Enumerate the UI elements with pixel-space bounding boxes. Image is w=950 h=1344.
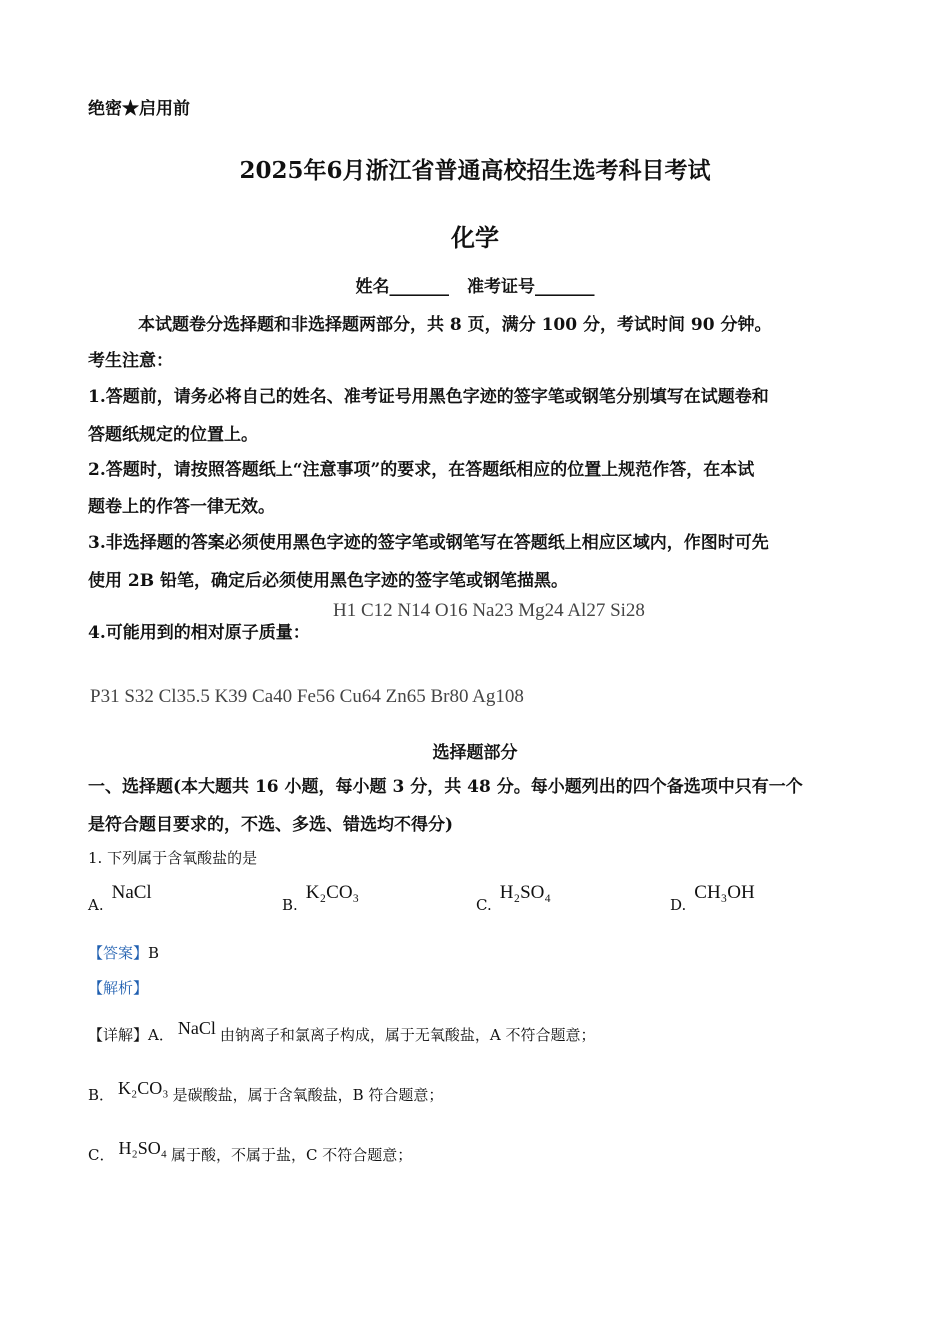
subject-title: 化学 — [451, 223, 499, 252]
detail-text: 属于酸，不属于盐，C 不符合题意； — [171, 1146, 413, 1164]
notice-heading: 考生注意： — [88, 351, 173, 371]
notice-line: 题卷上的作答一律无效。 — [88, 497, 275, 517]
notice-line: 1.答题前，请务必将自己的姓名、准考证号用黑色字迹的签字笔或钢笔分别填写在试题卷和 — [88, 387, 769, 407]
notice-line: 2.答题时，请按照答题纸上“注意事项”的要求，在答题纸相应的位置上规范作答，在本试 — [88, 460, 755, 480]
candidate-info-row — [0, 272, 950, 297]
detail-formula: NaCl — [177, 1018, 216, 1038]
question-stem: 1. 下列属于含氧酸盐的是 — [88, 849, 258, 867]
option-formula: NaCl — [111, 882, 152, 903]
secret-label: 绝密★启用前 — [88, 99, 190, 119]
option-b — [282, 882, 360, 914]
option-a — [88, 882, 152, 914]
option-label: A. — [88, 896, 104, 914]
detail-formula: K₂CO₃ — [118, 1078, 169, 1098]
option-formula: CH₃OH — [694, 882, 755, 903]
detail-formula: H₂SO₄ — [118, 1138, 168, 1158]
detail-row-a — [88, 1018, 596, 1045]
notice-line: 3.非选择题的答案必须使用黑色字迹的签字笔或钢笔写在答题纸上相应区域内，作图时可先 — [88, 533, 769, 553]
answer-tag: 【答案】 — [88, 944, 149, 962]
detail-tag: 【详解】 — [88, 1026, 149, 1044]
id-field-label: 准考证号_______ — [467, 277, 595, 297]
detail-row-c — [88, 1138, 413, 1165]
atomic-mass-label: 4.可能用到的相对原子质量： — [88, 623, 310, 643]
detail-label: A． — [148, 1026, 174, 1044]
option-c — [476, 882, 551, 914]
section-heading-line-2: 是符合题目要求的，不选、多选、错选均不得分) — [88, 815, 454, 835]
answer-row — [88, 942, 159, 963]
atomic-mass-line-1: H1 C12 N14 O16 Na23 Mg24 Al27 Si28 — [333, 600, 645, 621]
notice-line: 使用 2B 铅笔，确定后必须使用黑色字迹的签字笔或钢笔描黑。 — [88, 571, 569, 591]
option-label: C. — [476, 896, 492, 914]
option-d — [670, 882, 755, 914]
detail-label: C． — [88, 1146, 115, 1164]
section-heading-line-1: 一、选择题(本大题共 16 小题，每小题 3 分，共 48 分。每小题列出的四个备选项中只有一个 — [88, 777, 803, 797]
detail-label: B． — [88, 1086, 115, 1104]
detail-row-b — [88, 1078, 444, 1105]
analysis-tag: 【解析】 — [88, 979, 149, 997]
option-label: D. — [670, 896, 687, 914]
exam-intro: 本试题卷分选择题和非选择题两部分，共 8 页，满分 100 分，考试时间 90 分钟。 — [138, 315, 772, 335]
answer-value: B — [148, 944, 160, 962]
notice-line: 答题纸规定的位置上。 — [88, 425, 258, 445]
exam-title: 2025年6月浙江省普通高校招生选考科目考试 — [239, 157, 711, 184]
option-formula: K₂CO₃ — [305, 882, 360, 903]
part-title: 选择题部分 — [432, 743, 518, 763]
detail-text: 由钠离子和氯离子构成，属于无氧酸盐，A 不符合题意； — [219, 1026, 596, 1044]
detail-text: 是碳酸盐，属于含氧酸盐，B 符合题意； — [172, 1086, 444, 1104]
atomic-mass-line-2: P31 S32 Cl35.5 K39 Ca40 Fe56 Cu64 Zn65 Br80 Ag108 — [90, 686, 524, 707]
name-field-label: 姓名_______ — [355, 277, 449, 297]
option-label: B. — [282, 896, 298, 914]
option-formula: H₂SO₄ — [499, 882, 551, 903]
